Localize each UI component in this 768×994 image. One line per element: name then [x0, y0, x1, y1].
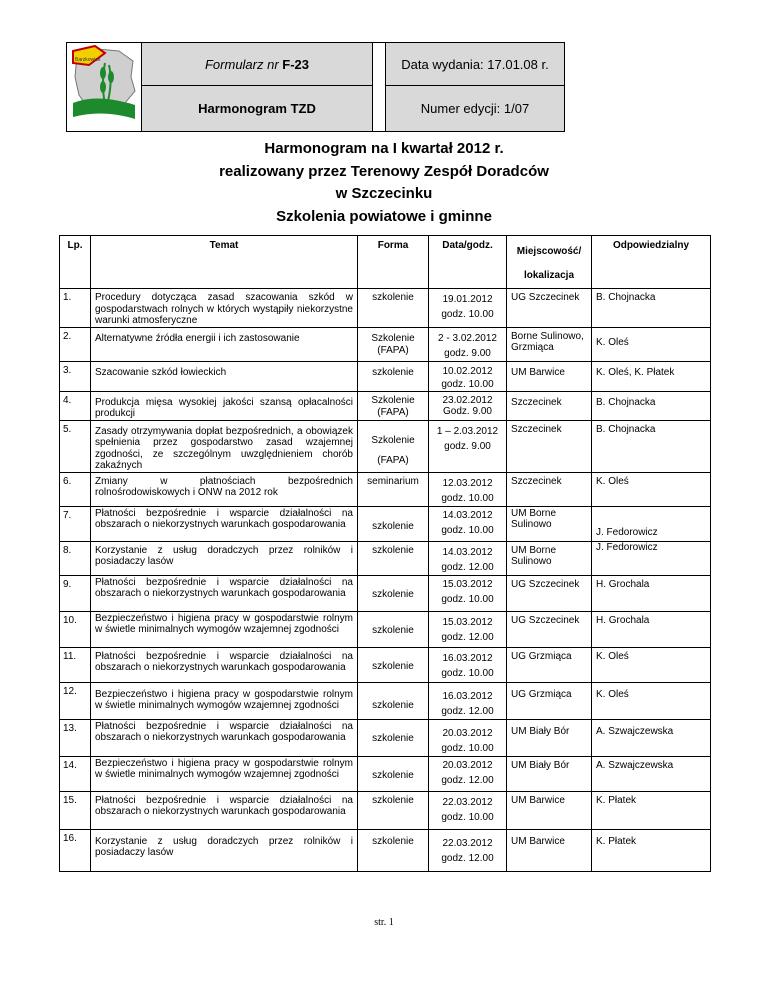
row-date [429, 829, 507, 871]
table-row [60, 756, 711, 791]
row-place: UM Borne Sulinowo [507, 506, 592, 541]
row-date-value: 23.02.2012 [442, 394, 493, 406]
row-form: szkolenie [358, 829, 429, 871]
table-row [60, 420, 711, 472]
row-form: szkolenie [358, 575, 429, 611]
row-date [429, 391, 507, 420]
row-place: Borne Sulinowo, Grzmiąca [507, 327, 592, 361]
row-date [429, 506, 507, 541]
table-row [60, 472, 711, 506]
row-date-value: 20.03.2012 [442, 727, 493, 739]
row-date-value: 1 – 2.03.2012 [436, 425, 499, 437]
row-date-value: 15.03.2012 [442, 616, 493, 628]
row-topic: Płatności bezpośrednie i wsparcie działalności na obszarach o niekorzystnych warunkach gospodarowania [91, 791, 358, 829]
row-responsible: J. Fedorowicz [592, 541, 711, 575]
row-responsible: K. Oleś [592, 647, 711, 682]
row-number: 11. [60, 647, 91, 682]
row-date-value: 16.03.2012 [442, 690, 493, 702]
row-number: 2. [60, 327, 91, 361]
row-form: Szkolenie (FAPA) [358, 391, 429, 420]
table-row [60, 719, 711, 756]
row-time-value: godz. 10.00 [441, 524, 494, 536]
row-place: UM Barwice [507, 791, 592, 829]
row-topic: Szacowanie szkód łowieckich [91, 361, 358, 391]
row-date [429, 541, 507, 575]
row-place: UM Barwice [507, 829, 592, 871]
row-topic: Procedury dotycząca zasad szacowania szkód w gospodarstwach rolnych w których wystąpiły niekorzystne warunki atmosferyczne [91, 289, 358, 328]
page-number: str. 1 [374, 917, 394, 928]
table-row [60, 575, 711, 611]
row-time-value: godz. 10.00 [441, 309, 494, 320]
row-form: szkolenie [358, 289, 429, 328]
row-time-value: godz. 12.00 [441, 561, 494, 573]
row-place: Szczecinek [507, 472, 592, 506]
header-miejsce-line1: Miejscowość/ [516, 246, 582, 257]
row-date-value: 12.03.2012 [442, 477, 493, 489]
row-topic: Produkcja mięsa wysokiej jakości szansą opłacalności produkcji [91, 391, 358, 420]
row-date-value: 20.03.2012 [442, 759, 493, 771]
table-row [60, 541, 711, 575]
row-form: szkolenie [358, 682, 429, 719]
table-row [60, 829, 711, 871]
row-responsible: K. Oleś [592, 472, 711, 506]
row-responsible: A. Szwajczewska [592, 719, 711, 756]
row-place: Szczecinek [507, 420, 592, 472]
issue-date: Data wydania: 17.01.08 r. [386, 43, 565, 86]
row-responsible: K. Oleś [592, 682, 711, 719]
title-line-4: Szkolenia powiatowe i gminne [276, 207, 492, 225]
row-date [429, 327, 507, 361]
table-row [60, 791, 711, 829]
header-forma: Forma [358, 236, 429, 289]
row-date-value: 14.03.2012 [442, 546, 493, 558]
table-row [60, 647, 711, 682]
row-topic: Bezpieczeństwo i higiena pracy w gospodarstwie rolnym w świetle minimalnych wymogów wzajemnej zgodności [91, 756, 358, 791]
row-form: szkolenie [358, 647, 429, 682]
logo-cell [67, 43, 142, 132]
row-topic: Bezpieczeństwo i higiena pracy w gospodarstwie rolnym w świetle minimalnych wymogów wzajemnej zgodności [91, 682, 358, 719]
row-date-value: 19.01.2012 [442, 294, 493, 305]
title-line-1: Harmonogram na I kwartał 2012 r. [264, 140, 504, 157]
row-form [358, 420, 429, 472]
row-date-value: 22.03.2012 [442, 796, 493, 808]
header-lp: Lp. [60, 236, 91, 289]
row-time-value: godz. 10.00 [441, 742, 494, 754]
row-date [429, 575, 507, 611]
row-time-value: godz. 10.00 [441, 378, 494, 390]
row-date [429, 472, 507, 506]
table-row [60, 611, 711, 647]
row-date-value: 10.02.2012 [442, 365, 493, 377]
row-form: Szkolenie (FAPA) [358, 327, 429, 361]
header-miejsce [507, 236, 592, 289]
row-responsible: K. Płatek [592, 791, 711, 829]
row-place: UG Szczecinek [507, 575, 592, 611]
row-form: szkolenie [358, 791, 429, 829]
row-responsible: B. Chojnacka [592, 289, 711, 328]
row-number: 15. [60, 791, 91, 829]
row-topic: Bezpieczeństwo i higiena pracy w gospodarstwie rolnym w świetle minimalnych wymogów wzajemnej zgodności [91, 611, 358, 647]
header-miejsce-line2: lokalizacja [523, 270, 575, 281]
row-number: 12. [60, 682, 91, 719]
row-date [429, 611, 507, 647]
table-row [60, 361, 711, 391]
row-time-value: godz. 10.00 [441, 492, 494, 504]
table-row [60, 327, 711, 361]
row-place: UG Grzmiąca [507, 682, 592, 719]
row-place: UM Biały Bór [507, 756, 592, 791]
row-date [429, 719, 507, 756]
row-responsible: H. Grochala [592, 611, 711, 647]
form-number-value: F-23 [282, 56, 310, 72]
row-topic: Alternatywne źródła energii i ich zastosowanie [91, 327, 358, 361]
row-topic: Płatności bezpośrednie i wsparcie działalności na obszarach o niekorzystnych warunkach gospodarowania [91, 575, 358, 611]
row-number: 4. [60, 391, 91, 420]
header-odp: Odpowiedzialny [592, 236, 711, 289]
row-date [429, 289, 507, 328]
row-place: UM Borne Sulinowo [507, 541, 592, 575]
row-form: szkolenie [358, 719, 429, 756]
row-form: seminarium [358, 472, 429, 506]
row-number: 9. [60, 575, 91, 611]
header-temat: Temat [91, 236, 358, 289]
row-place: UG Grzmiąca [507, 647, 592, 682]
doc-title: Harmonogram TZD [142, 86, 373, 132]
row-responsible: A. Szwajczewska [592, 756, 711, 791]
header-data: Data/godz. [429, 236, 507, 289]
row-number: 8. [60, 541, 91, 575]
row-date [429, 682, 507, 719]
form-number-cell [142, 43, 373, 86]
row-date [429, 791, 507, 829]
row-time-value: godz. 10.00 [441, 667, 494, 679]
form-number-label: Formularz nr [204, 56, 283, 72]
table-row [60, 391, 711, 420]
row-form: szkolenie [358, 611, 429, 647]
row-topic: Płatności bezpośrednie i wsparcie działalności na obszarach o niekorzystnych warunkach gospodarowania [91, 647, 358, 682]
row-time-value: godz. 12.00 [441, 852, 494, 864]
row-place: UM Biały Bór [507, 719, 592, 756]
row-responsible: B. Chojnacka [592, 420, 711, 472]
row-place: UM Barwice [507, 361, 592, 391]
row-number: 14. [60, 756, 91, 791]
header-spacer [373, 43, 386, 132]
row-time-value: godz. 12.00 [441, 705, 494, 717]
row-date [429, 361, 507, 391]
row-place: Szczecinek [507, 391, 592, 420]
row-date [429, 756, 507, 791]
row-topic: Korzystanie z usług doradczych przez rolników i posiadaczy lasów [91, 541, 358, 575]
table-row [60, 506, 711, 541]
schedule-table [59, 235, 711, 872]
row-topic: Korzystanie z usług doradczych przez rolników i posiadaczy lasów [91, 829, 358, 871]
row-date-value: 15.03.2012 [442, 578, 493, 590]
row-date-value: 2 - 3.02.2012 [438, 332, 497, 344]
row-time-value: godz. 10.00 [441, 593, 494, 605]
table-row [60, 682, 711, 719]
row-place: UG Szczecinek [507, 611, 592, 647]
organization-logo [67, 43, 141, 126]
row-date [429, 420, 507, 472]
row-time-value: Godz. 9.00 [443, 405, 492, 417]
row-number: 16. [60, 829, 91, 871]
row-topic: Płatności bezpośrednie i wsparcie działalności na obszarach o niekorzystnych warunkach gospodarowania [91, 719, 358, 756]
row-number: 1. [60, 289, 91, 328]
row-date-value: 14.03.2012 [442, 509, 493, 521]
row-responsible: K. Płatek [592, 829, 711, 871]
row-time-value: godz. 12.00 [441, 774, 494, 786]
row-form: szkolenie [358, 506, 429, 541]
row-form: szkolenie [358, 541, 429, 575]
row-number: 7. [60, 506, 91, 541]
title-line-2: realizowany przez Terenowy Zespół Doradców [219, 162, 549, 180]
row-date-value: 22.03.2012 [442, 837, 493, 849]
row-number: 6. [60, 472, 91, 506]
row-responsible: B. Chojnacka [592, 391, 711, 420]
row-form: szkolenie [358, 756, 429, 791]
row-topic: Płatności bezpośrednie i wsparcie działalności na obszarach o niekorzystnych warunkach gospodarowania [91, 506, 358, 541]
row-number: 5. [60, 420, 91, 472]
table-row [60, 289, 711, 328]
row-date-value: 16.03.2012 [442, 652, 493, 664]
form-header-table [66, 42, 565, 132]
row-number: 10. [60, 611, 91, 647]
row-responsible: H. Grochala [592, 575, 711, 611]
row-topic: Zmiany w płatnościach bezpośrednich rolnośrodowiskowych i ONW na 2012 rok [91, 472, 358, 506]
document-titles [0, 138, 768, 228]
row-form: szkolenie [358, 361, 429, 391]
title-line-3: w Szczecinku [335, 185, 433, 202]
row-date [429, 647, 507, 682]
logo-text: Barzkowice [75, 57, 101, 63]
row-form-line2: (FAPA) [377, 454, 409, 466]
row-form-line1: Szkolenie [371, 434, 415, 446]
table-header-row [60, 236, 711, 289]
row-responsible: K. Oleś, K. Płatek [592, 361, 711, 391]
row-number: 3. [60, 361, 91, 391]
row-time-value: godz. 9.00 [444, 440, 491, 452]
row-responsible: K. Oleś [592, 327, 711, 361]
row-time-value: godz. 10.00 [441, 811, 494, 823]
row-time-value: godz. 9.00 [444, 347, 491, 359]
row-time-value: godz. 12.00 [441, 631, 494, 643]
row-place: UG Szczecinek [507, 289, 592, 328]
row-topic: Zasady otrzymywania dopłat bezpośrednich, a obowiązek spełnienia przez gospodarstwo zasad wzajemnej zgodności, ze szczególnym uwzględnieniem chorób zakaźnych [91, 420, 358, 472]
row-responsible: J. Fedorowicz [592, 506, 711, 541]
row-number: 13. [60, 719, 91, 756]
edition-number: Numer edycji: 1/07 [386, 86, 565, 132]
